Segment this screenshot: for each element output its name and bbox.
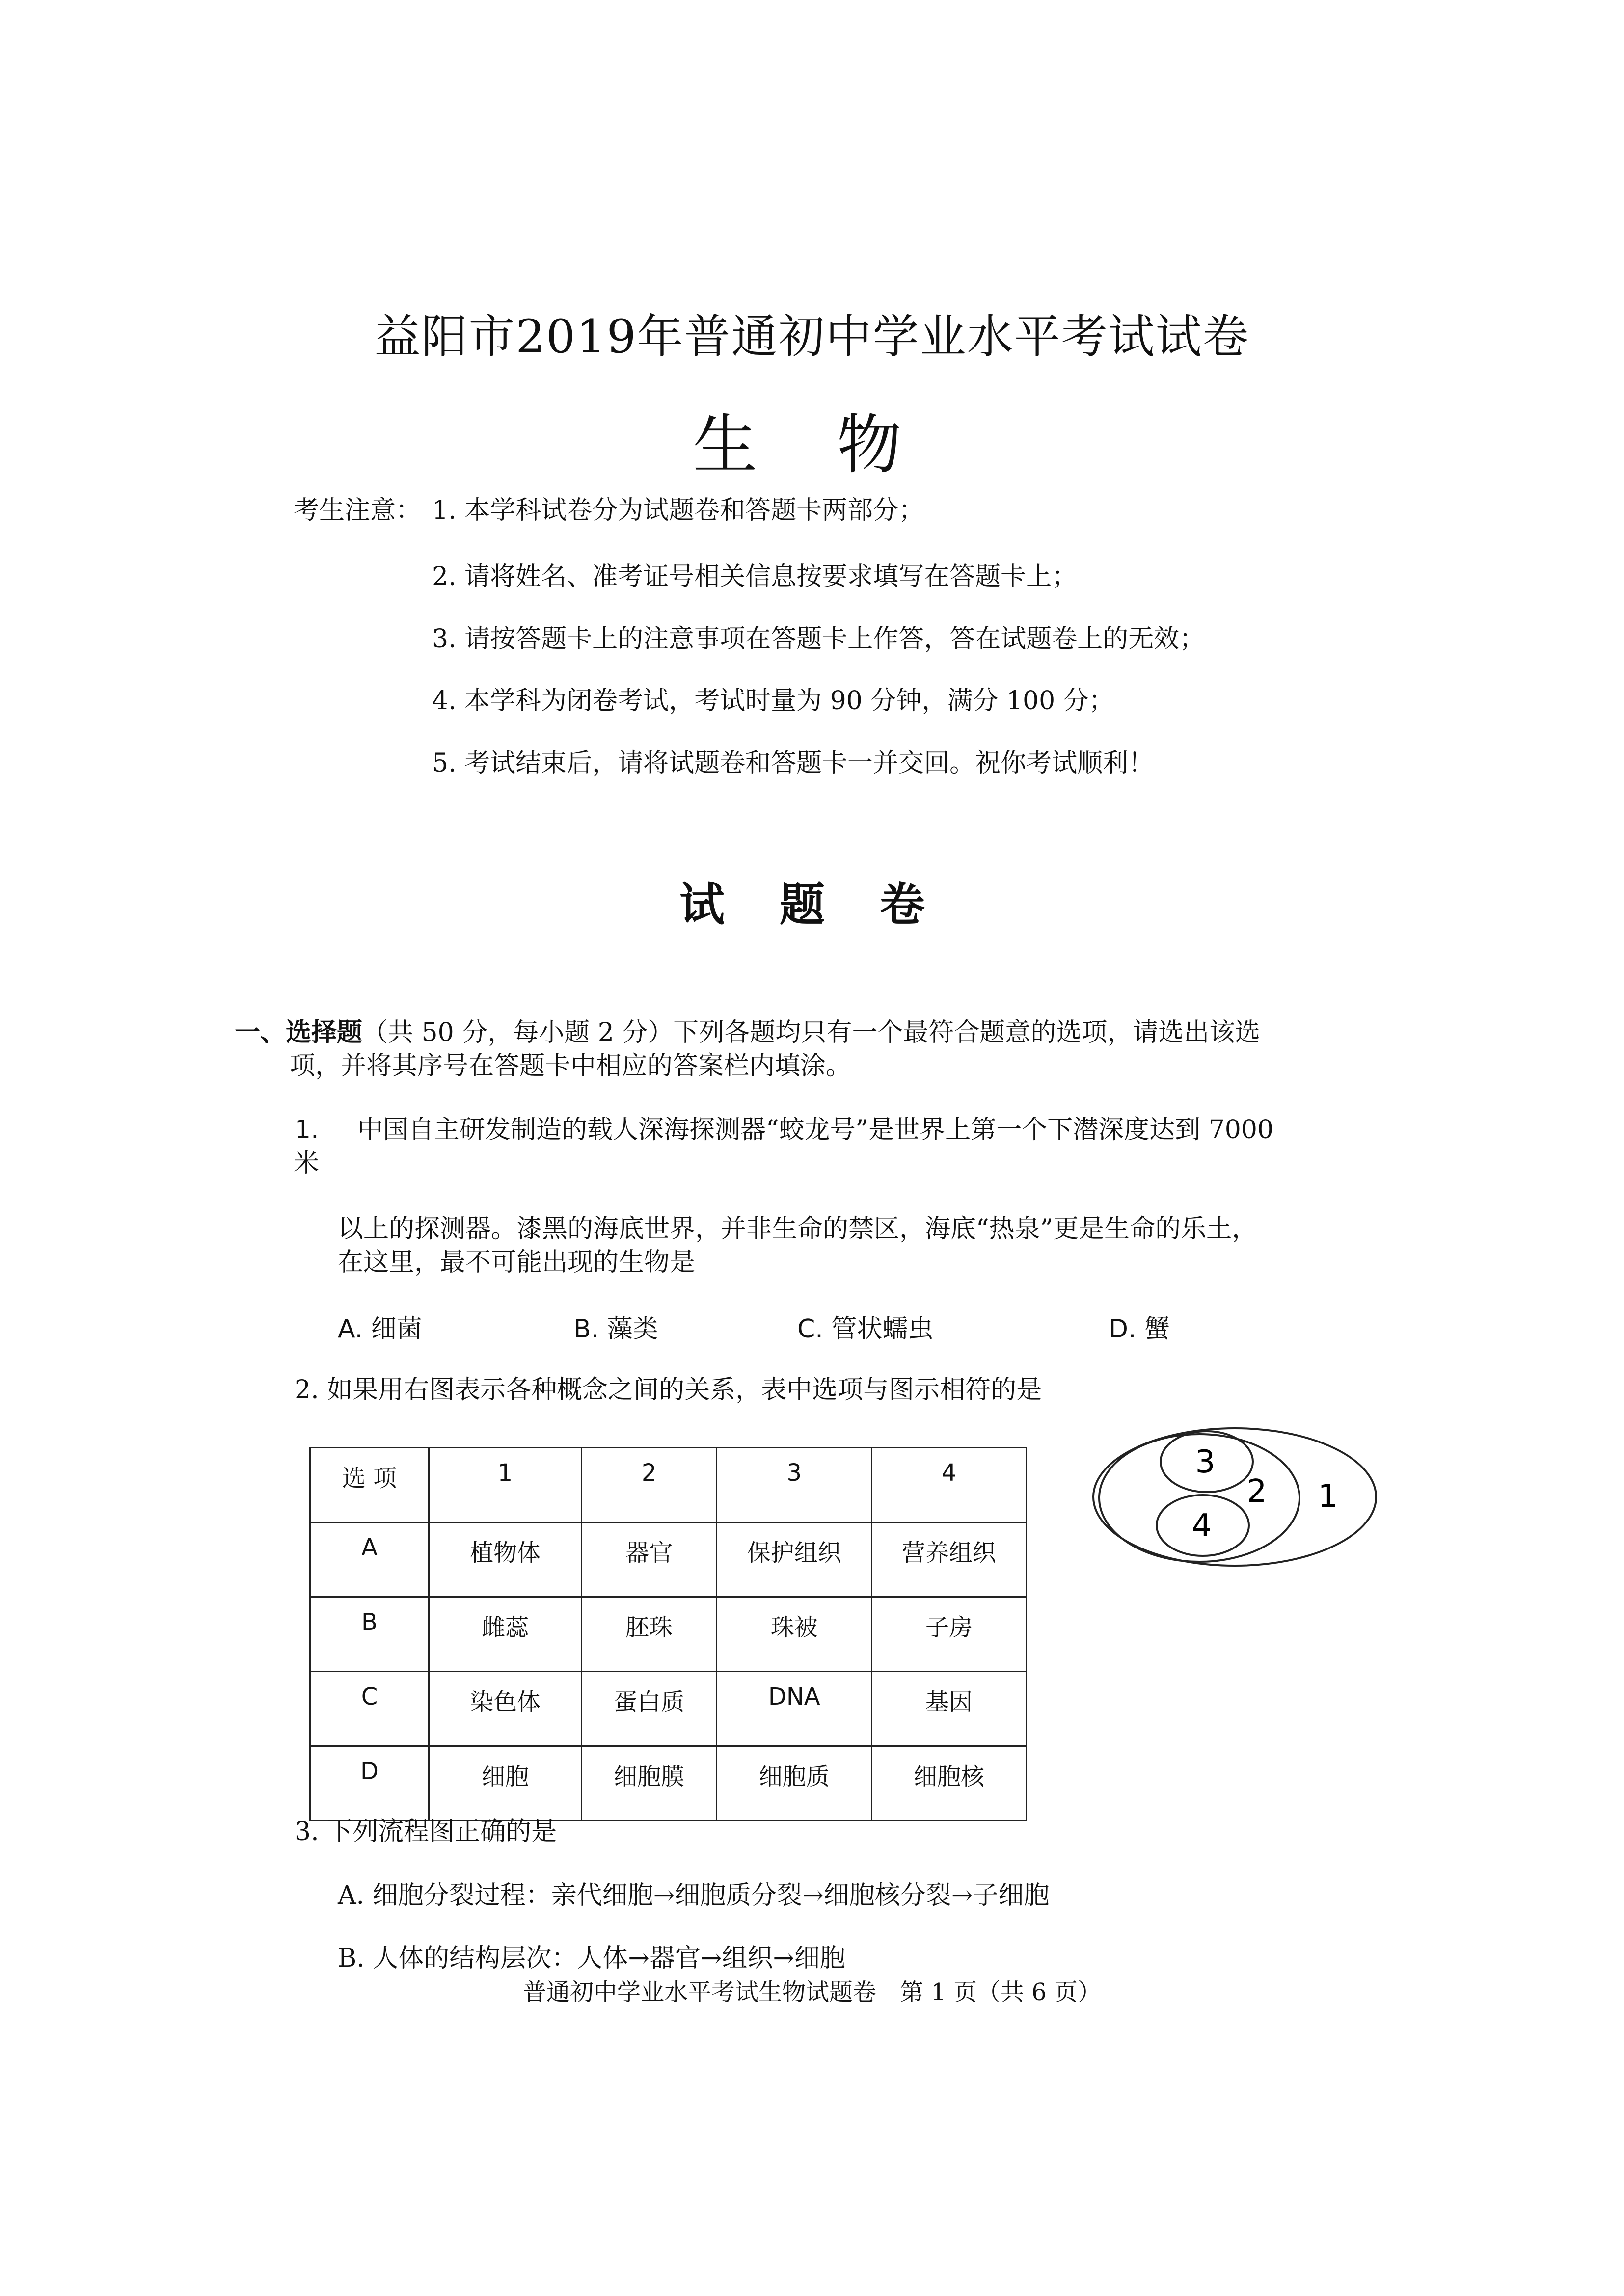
table-cell: 营养组织 [872,1522,1027,1597]
table-cell: 珠被 [717,1597,872,1672]
diagram-label-1: 1 [1318,1478,1338,1515]
table-cell: 染色体 [429,1672,582,1746]
q1-option-d-text: 蟹 [1144,1314,1170,1344]
q1-option-c [797,1313,933,1345]
notice-4: 4. 本学科为闭卷考试，考试时量为 90 分钟，满分 100 分； [432,686,1114,716]
table-cell: 细胞核 [872,1746,1027,1821]
table-header-cell: 选 项 [310,1448,429,1522]
q3-stem: 3. 下列流程图正确的是 [295,1817,557,1846]
q1-line1: 中国自主研发制造的载人深海探测器“蛟龙号”是世界上第一个下潜深度达到 7000 [357,1115,1274,1145]
q1-option-b-text: 藻类 [607,1314,658,1344]
table-cell: A [310,1522,429,1597]
table-cell: 器官 [581,1522,716,1597]
table-cell: 植物体 [429,1522,582,1597]
part1-heading-line2: 项，并将其序号在答题卡中相应的答案栏内填涂。 [290,1051,852,1081]
table-row [310,1672,1027,1746]
q1-option-a-text: 细菌 [371,1314,422,1344]
table-row [310,1597,1027,1672]
q3-option-a: A. 细胞分裂过程：亲代细胞→细胞质分裂→细胞核分裂→子细胞 [338,1881,1050,1910]
notice-2: 2. 请将姓名、准考证号相关信息按要求填写在答题卡上； [432,562,1078,591]
q1-option-c-key: C. [797,1314,823,1344]
table-cell: 基因 [872,1672,1027,1746]
table-cell: C [310,1672,429,1746]
table-cell: D [310,1746,429,1821]
table-header-row [310,1448,1027,1522]
subject-title: 生 物 [693,407,931,483]
table-cell: 保护组织 [717,1522,872,1597]
table-row [310,1522,1027,1597]
part1-heading-rest: （共 50 分，每小题 2 分）下列各题均只有一个最符合题意的选项，请选出该选 [362,1018,1261,1047]
part1-heading [235,1017,1260,1048]
q1-option-b [573,1313,658,1345]
q1-line1-tail: 米 [294,1148,320,1178]
q1-option-a [338,1313,422,1345]
q3-option-b: B. 人体的结构层次：人体→器官→组织→细胞 [338,1944,845,1973]
table-cell: 细胞质 [717,1746,872,1821]
q1-option-c-text: 管状蠕虫 [831,1314,934,1344]
table-cell: 蛋白质 [581,1672,716,1746]
exam-title: 益阳市2019年普通初中学业水平考试试卷 [374,310,1250,364]
table-header-cell: 3 [717,1448,872,1522]
q1-line3: 在这里，最不可能出现的生物是 [338,1248,696,1277]
q2-options-table [309,1447,1027,1821]
q2-stem: 2. 如果用右图表示各种概念之间的关系，表中选项与图示相符的是 [295,1375,1042,1405]
notice-5: 5. 考试结束后，请将试题卷和答题卡一并交回。祝你考试顺利！ [432,748,1154,778]
table-cell: DNA [717,1672,872,1746]
q1-option-d [1109,1313,1170,1345]
table-cell: 子房 [872,1597,1027,1672]
table-header-cell: 1 [429,1448,582,1522]
notice-3: 3. 请按答题卡上的注意事项在答题卡上作答，答在试题卷上的无效； [432,624,1205,654]
table-row [310,1746,1027,1821]
q1-line2: 以上的探测器。漆黑的海底世界，并非生命的禁区，海底“热泉”更是生命的乐土， [338,1214,1258,1244]
table-cell: 细胞 [429,1746,582,1821]
section-title: 试 题 卷 [679,879,945,931]
q1-option-b-key: B. [573,1314,599,1344]
q1-number: 1. [295,1115,319,1145]
notice-1: 1. 本学科试卷分为试题卷和答题卡两部分； [432,496,924,525]
table-cell: B [310,1597,429,1672]
table-cell: 雌蕊 [429,1597,582,1672]
notice-label: 考生注意： [294,496,422,525]
part1-heading-bold: 一、选择题 [235,1018,363,1047]
page-footer: 普通初中学业水平考试生物试题卷 第 1 页（共 6 页） [522,1978,1102,2006]
table-header-cell: 4 [872,1448,1027,1522]
q1-option-a-key: A. [338,1314,363,1344]
concept-diagram [1085,1414,1389,1571]
diagram-label-3: 3 [1195,1444,1216,1480]
table-cell: 胚珠 [581,1597,716,1672]
table-header-cell: 2 [581,1448,716,1522]
diagram-label-4: 4 [1191,1508,1212,1544]
q1-option-d-key: D. [1109,1314,1137,1344]
diagram-label-2: 2 [1246,1473,1267,1510]
table-cell: 细胞膜 [581,1746,716,1821]
